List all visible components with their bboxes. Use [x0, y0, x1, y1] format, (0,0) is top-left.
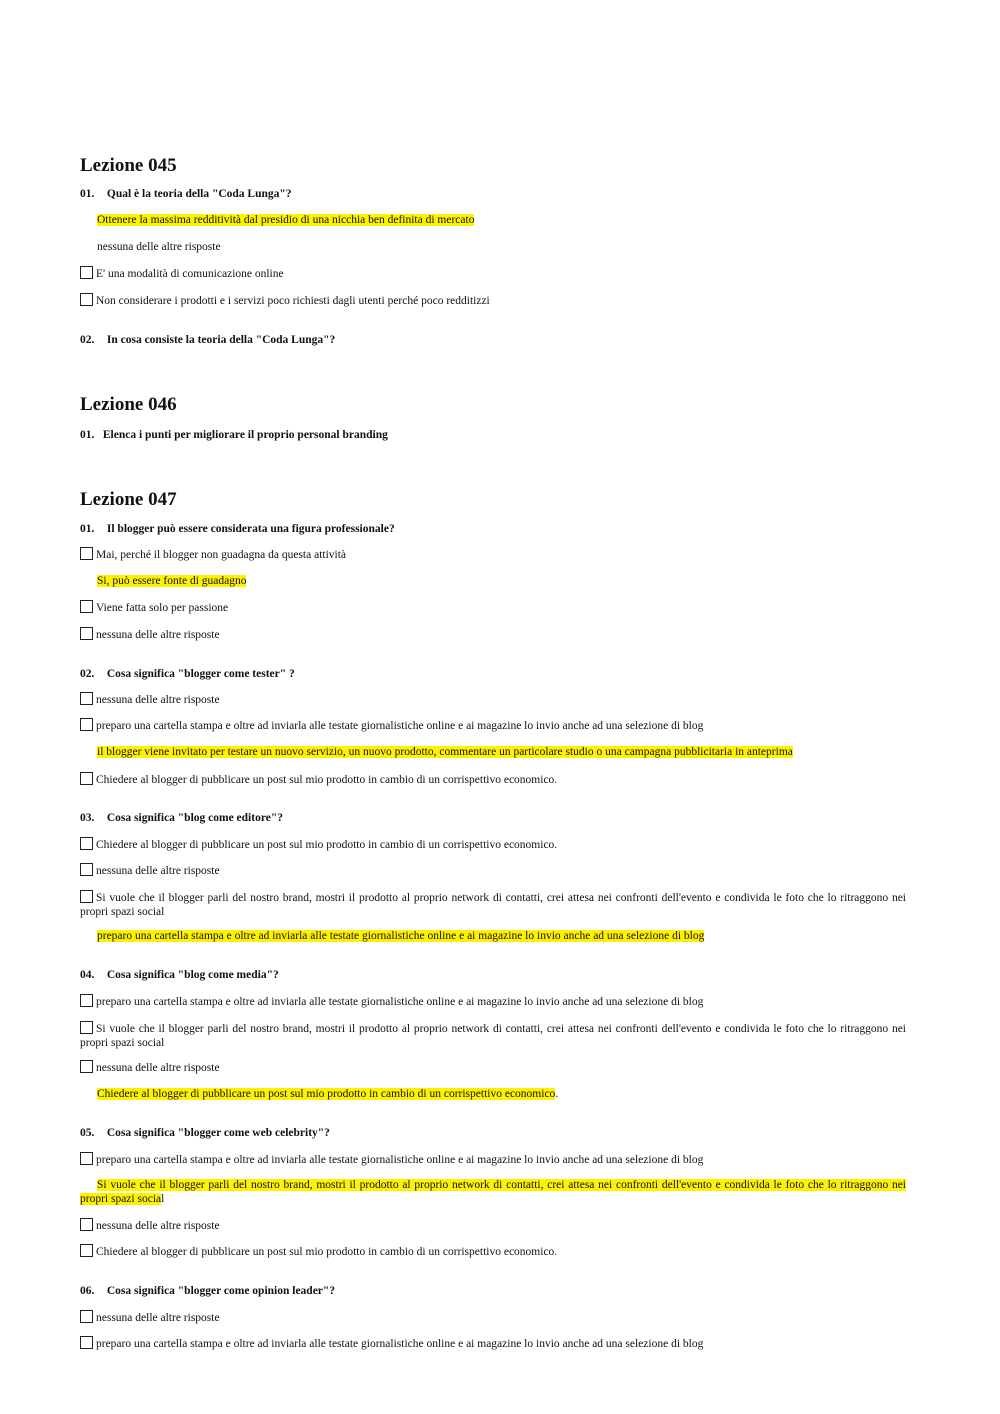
answer-option — [80, 600, 906, 615]
question-title — [80, 969, 279, 981]
answer-option — [80, 240, 906, 254]
checkbox[interactable] — [80, 266, 93, 279]
answer-text: Viene fatta solo per passione — [96, 602, 229, 614]
answer-text-tail: . — [555, 1088, 559, 1100]
question-text: Il blogger può essere considerata una figura professionale? — [106, 523, 395, 535]
question-text: Cosa significa "blog come media"? — [106, 969, 279, 981]
highlighted-answer: il blogger viene invitato per testare un nuovo servizio, un nuovo prodotto, commentare un particolare studio o una campagna pubblicitaria in anteprima — [97, 746, 793, 758]
answer-option — [80, 718, 906, 733]
answer-text: Si vuole che il blogger parli del nostro brand, mostri il prodotto al proprio network di contatti, crei attesa nei confronti dell'evento e condivida le foto che lo ritraggono nei propri spazi social — [80, 1023, 906, 1049]
question-text: Cosa significa "blog come editore"? — [106, 812, 283, 824]
checkbox[interactable] — [80, 1021, 93, 1034]
question-title — [80, 812, 283, 824]
answer-text: preparo una cartella stampa e oltre ad inviarla alle testate giornalistiche online e ai magazine lo invio anche ad una selezione di blog — [96, 1338, 704, 1350]
checkbox[interactable] — [80, 1336, 93, 1349]
checkbox[interactable] — [80, 772, 93, 785]
answer-option-correct — [80, 1087, 906, 1101]
question-number: 02. — [80, 668, 95, 680]
checkbox[interactable] — [80, 1310, 93, 1323]
answer-option — [80, 266, 906, 281]
answer-text: preparo una cartella stampa e oltre ad inviarla alle testate giornalistiche online e ai magazine lo invio anche ad una selezione di blog — [96, 996, 704, 1008]
answer-option-correct — [80, 929, 906, 943]
question-text: Elenca i punti per migliorare il proprio personal branding — [102, 429, 388, 441]
answer-option — [80, 1152, 906, 1167]
answer-option-correct — [80, 574, 906, 588]
checkbox[interactable] — [80, 1244, 93, 1257]
answer-option — [80, 1336, 906, 1351]
answer-option — [80, 890, 906, 919]
question-title — [80, 1285, 335, 1297]
highlighted-answer: preparo una cartella stampa e oltre ad inviarla alle testate giornalistiche online e ai magazine lo invio anche ad una selezione di blog — [97, 930, 705, 942]
question-title — [80, 668, 295, 680]
answer-option — [80, 1244, 906, 1259]
highlighted-answer: Si vuole che il blogger parli del nostro brand, mostri il prodotto al proprio network di contatti, crei attesa nei confronti dell'evento e condivida le foto che lo ritraggono nei propri spazi socia — [80, 1179, 906, 1205]
highlighted-answer: Ottenere la massima redditività dal presidio di una nicchia ben definita di mercato — [97, 214, 475, 226]
answer-option-correct — [80, 745, 906, 759]
answer-text: Non considerare i prodotti e i servizi poco richiesti dagli utenti perché poco redditizzi — [96, 295, 490, 307]
answer-text: nessuna delle altre risposte — [96, 1220, 220, 1232]
answer-text: preparo una cartella stampa e oltre ad inviarla alle testate giornalistiche online e ai magazine lo invio anche ad una selezione di blog — [96, 1154, 704, 1166]
answer-text: nessuna delle altre risposte — [96, 629, 220, 641]
answer-option — [80, 837, 906, 852]
answer-text: E' una modalità di comunicazione online — [96, 268, 284, 280]
question-number: 05. — [80, 1127, 95, 1139]
answer-option — [80, 1021, 906, 1050]
lesson-title: Lezione 046 — [80, 394, 177, 415]
question-number: 02. — [80, 334, 95, 346]
answer-text-tail: l — [161, 1193, 165, 1205]
answer-option — [80, 1060, 906, 1075]
answer-text: nessuna delle altre risposte — [96, 1062, 220, 1074]
checkbox[interactable] — [80, 890, 93, 903]
answer-option — [80, 293, 906, 308]
question-number: 06. — [80, 1285, 95, 1297]
highlighted-answer: Si, può essere fonte di guadagno — [97, 575, 247, 587]
checkbox[interactable] — [80, 627, 93, 640]
question-text: Qual è la teoria della "Coda Lunga"? — [106, 188, 292, 200]
answer-option — [80, 772, 906, 787]
checkbox[interactable] — [80, 600, 93, 613]
answer-text: Chiedere al blogger di pubblicare un post sul mio prodotto in cambio di un corrispettivo economico. — [96, 839, 558, 851]
question-title — [80, 188, 292, 200]
question-title — [80, 523, 395, 535]
answer-text: nessuna delle altre risposte — [97, 241, 221, 253]
checkbox[interactable] — [80, 692, 93, 705]
question-number: 03. — [80, 812, 95, 824]
answer-option-correct — [80, 1178, 906, 1206]
answer-text: Si vuole che il blogger parli del nostro brand, mostri il prodotto al proprio network di contatti, crei attesa nei confronti dell'evento e condivida le foto che lo ritraggono nei propri spazi social — [80, 892, 906, 918]
question-number: 01. — [80, 429, 95, 441]
highlighted-answer: Chiedere al blogger di pubblicare un post sul mio prodotto in cambio di un corrispettivo economico — [97, 1088, 556, 1100]
lesson-title: Lezione 047 — [80, 489, 177, 510]
answer-text: Chiedere al blogger di pubblicare un post sul mio prodotto in cambio di un corrispettivo economico. — [96, 1246, 558, 1258]
checkbox[interactable] — [80, 547, 93, 560]
question-text: In cosa consiste la teoria della "Coda Lunga"? — [106, 334, 336, 346]
checkbox[interactable] — [80, 718, 93, 731]
answer-option — [80, 1310, 906, 1325]
answer-text: preparo una cartella stampa e oltre ad inviarla alle testate giornalistiche online e ai magazine lo invio anche ad una selezione di blog — [96, 720, 704, 732]
answer-text: Chiedere al blogger di pubblicare un post sul mio prodotto in cambio di un corrispettivo economico. — [96, 774, 558, 786]
answer-option — [80, 863, 906, 878]
question-title — [80, 1127, 330, 1139]
checkbox[interactable] — [80, 863, 93, 876]
answer-option — [80, 627, 906, 642]
question-number: 01. — [80, 523, 95, 535]
answer-option-correct — [80, 213, 906, 227]
question-text: Cosa significa "blogger come web celebrity"? — [106, 1127, 330, 1139]
question-number: 04. — [80, 969, 95, 981]
answer-option — [80, 547, 906, 562]
answer-text: nessuna delle altre risposte — [96, 865, 220, 877]
answer-option — [80, 1218, 906, 1233]
answer-text: nessuna delle altre risposte — [96, 1312, 220, 1324]
checkbox[interactable] — [80, 1218, 93, 1231]
question-title — [80, 334, 335, 346]
answer-option — [80, 692, 906, 707]
answer-text: Mai, perché il blogger non guadagna da questa attività — [96, 549, 347, 561]
checkbox[interactable] — [80, 1152, 93, 1165]
question-text: Cosa significa "blogger come tester" ? — [106, 668, 295, 680]
lesson-title: Lezione 045 — [80, 155, 177, 176]
answer-option — [80, 994, 906, 1009]
checkbox[interactable] — [80, 994, 93, 1007]
question-number: 01. — [80, 188, 95, 200]
checkbox[interactable] — [80, 1060, 93, 1073]
question-text: Cosa significa "blogger come opinion leader"? — [106, 1285, 336, 1297]
checkbox[interactable] — [80, 837, 93, 850]
checkbox[interactable] — [80, 293, 93, 306]
question-title — [80, 429, 388, 441]
answer-text: nessuna delle altre risposte — [96, 694, 220, 706]
